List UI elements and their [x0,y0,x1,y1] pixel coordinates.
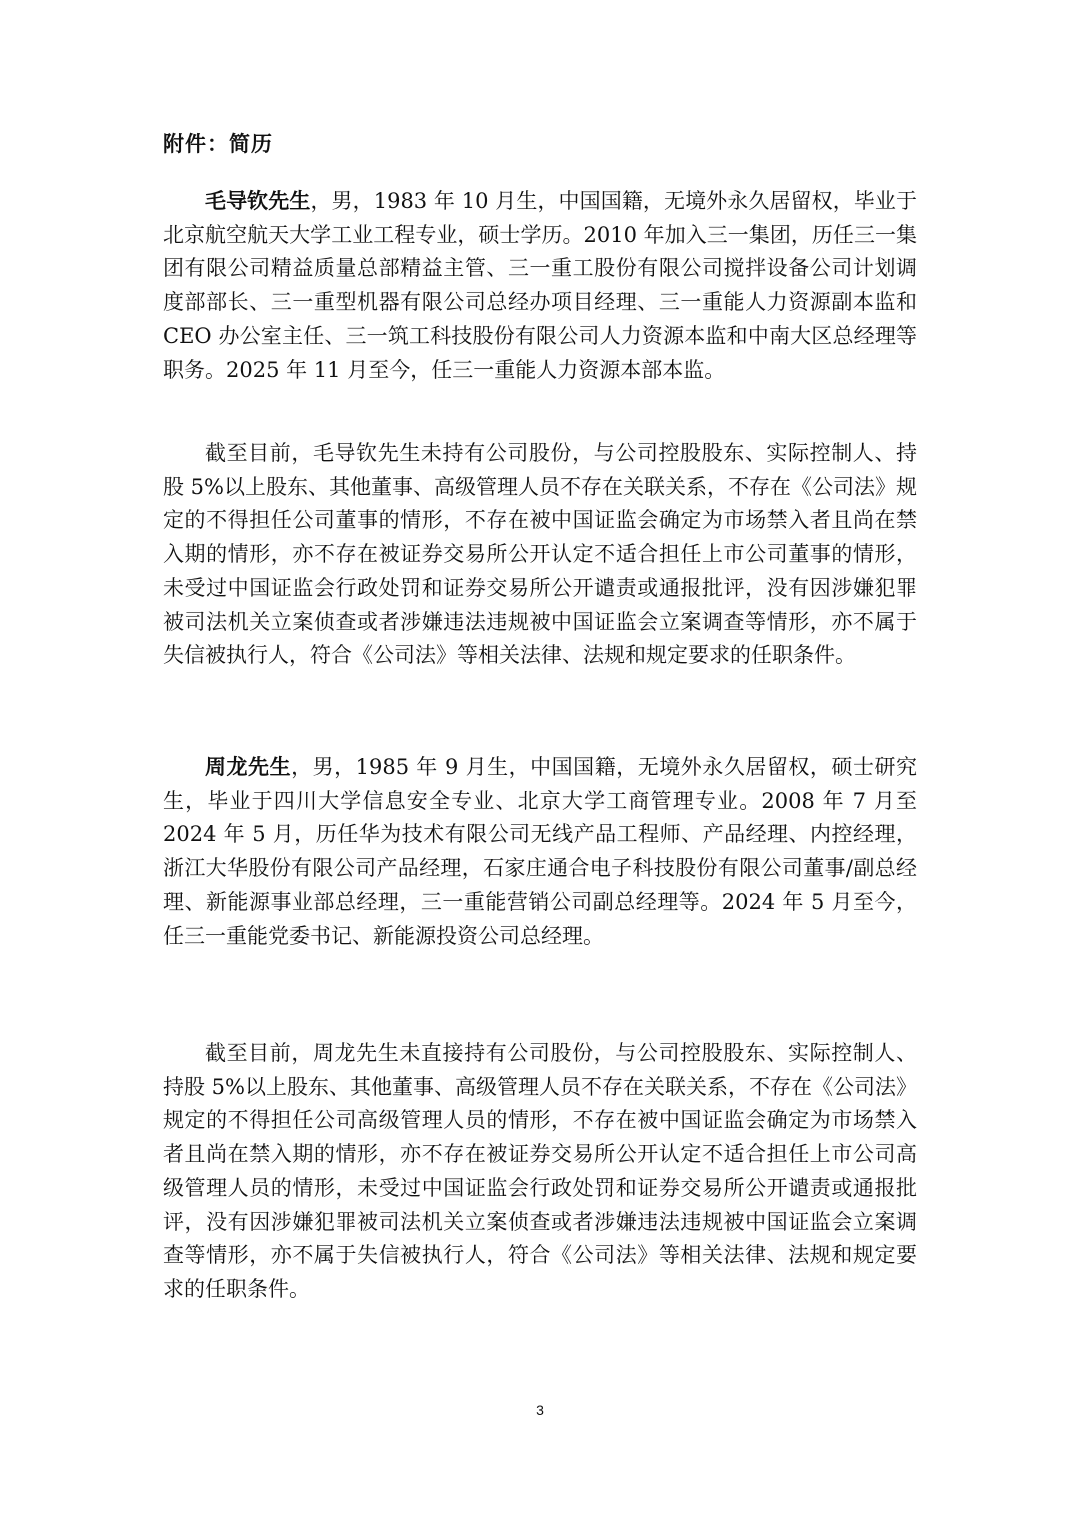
attachment-heading: 附件：简历 [163,131,273,156]
resume-1-bio [163,184,917,387]
resume-1-name: 毛导钦先生 [205,188,311,213]
resume-1-bio-text: ，男，1983 年 10 月生，中国国籍，无境外永久居留权，毕业于北京航空航天大学工业工程专业，硕士学历。2010 年加入三一集团，历任三一集团有限公司精益质量总部精益主管、三一重工股份有限公司搅拌设备公司计划调度部部长、三一重型机器有限公司总经办项目经理、三一重能人力资源副本监和 CEO 办公室主任、三一筑工科技股份有限公司人力资源本监和中南大区总经理等职务。2025 年 11 月至今，任三一重能人力资源本部本监。 [163,189,917,382]
resume-2-statement: 截至目前，周龙先生未直接持有公司股份，与公司控股股东、实际控制人、持股 5%以上股东、其他董事、高级管理人员不存在关联关系，不存在《公司法》规定的不得担任公司高级管理人员的情形，不存在被中国证监会确定为市场禁入者且尚在禁入期的情形，亦不存在被证券交易所公开认定不适合担任上市公司高级管理人员的情形，未受过中国证监会行政处罚和证券交易所公开谴责或通报批评，没有因涉嫌犯罪被司法机关立案侦查或者涉嫌违法违规被中国证监会立案调查等情形，亦不属于失信被执行人，符合《公司法》等相关法律、法规和规定要求的任职条件。 [163,1041,917,1301]
resume-2-bio [163,750,917,953]
resume-1-statement: 截至目前，毛导钦先生未持有公司股份，与公司控股股东、实际控制人、持股 5%以上股东、其他董事、高级管理人员不存在关联关系，不存在《公司法》规定的不得担任公司董事的情形，不存在被中国证监会确定为市场禁入者且尚在禁入期的情形，亦不存在被证券交易所公开认定不适合担任上市公司董事的情形，未受过中国证监会行政处罚和证券交易所公开谴责或通报批评，没有因涉嫌犯罪被司法机关立案侦查或者涉嫌违法违规被中国证监会立案调查等情形，亦不属于失信被执行人，符合《公司法》等相关法律、法规和规定要求的任职条件。 [163,441,917,668]
resume-2-name: 周龙先生 [205,754,292,779]
resume-2-bio-text: ，男，1985 年 9 月生，中国国籍，无境外永久居留权，硕士研究生，毕业于四川大学信息安全专业、北京大学工商管理专业。2008 年 7 月至 2024 年 5 月，历任华为技术有限公司无线产品工程师、产品经理、内控经理，浙江大华股份有限公司产品经理，石家庄通合电子科技股份有限公司董事/副总经理、新能源事业部总经理，三一重能营销公司副总经理等。2024 年 5 月至今，任三一重能党委书记、新能源投资公司总经理。 [163,755,918,948]
page-number: 3 [536,1402,544,1418]
